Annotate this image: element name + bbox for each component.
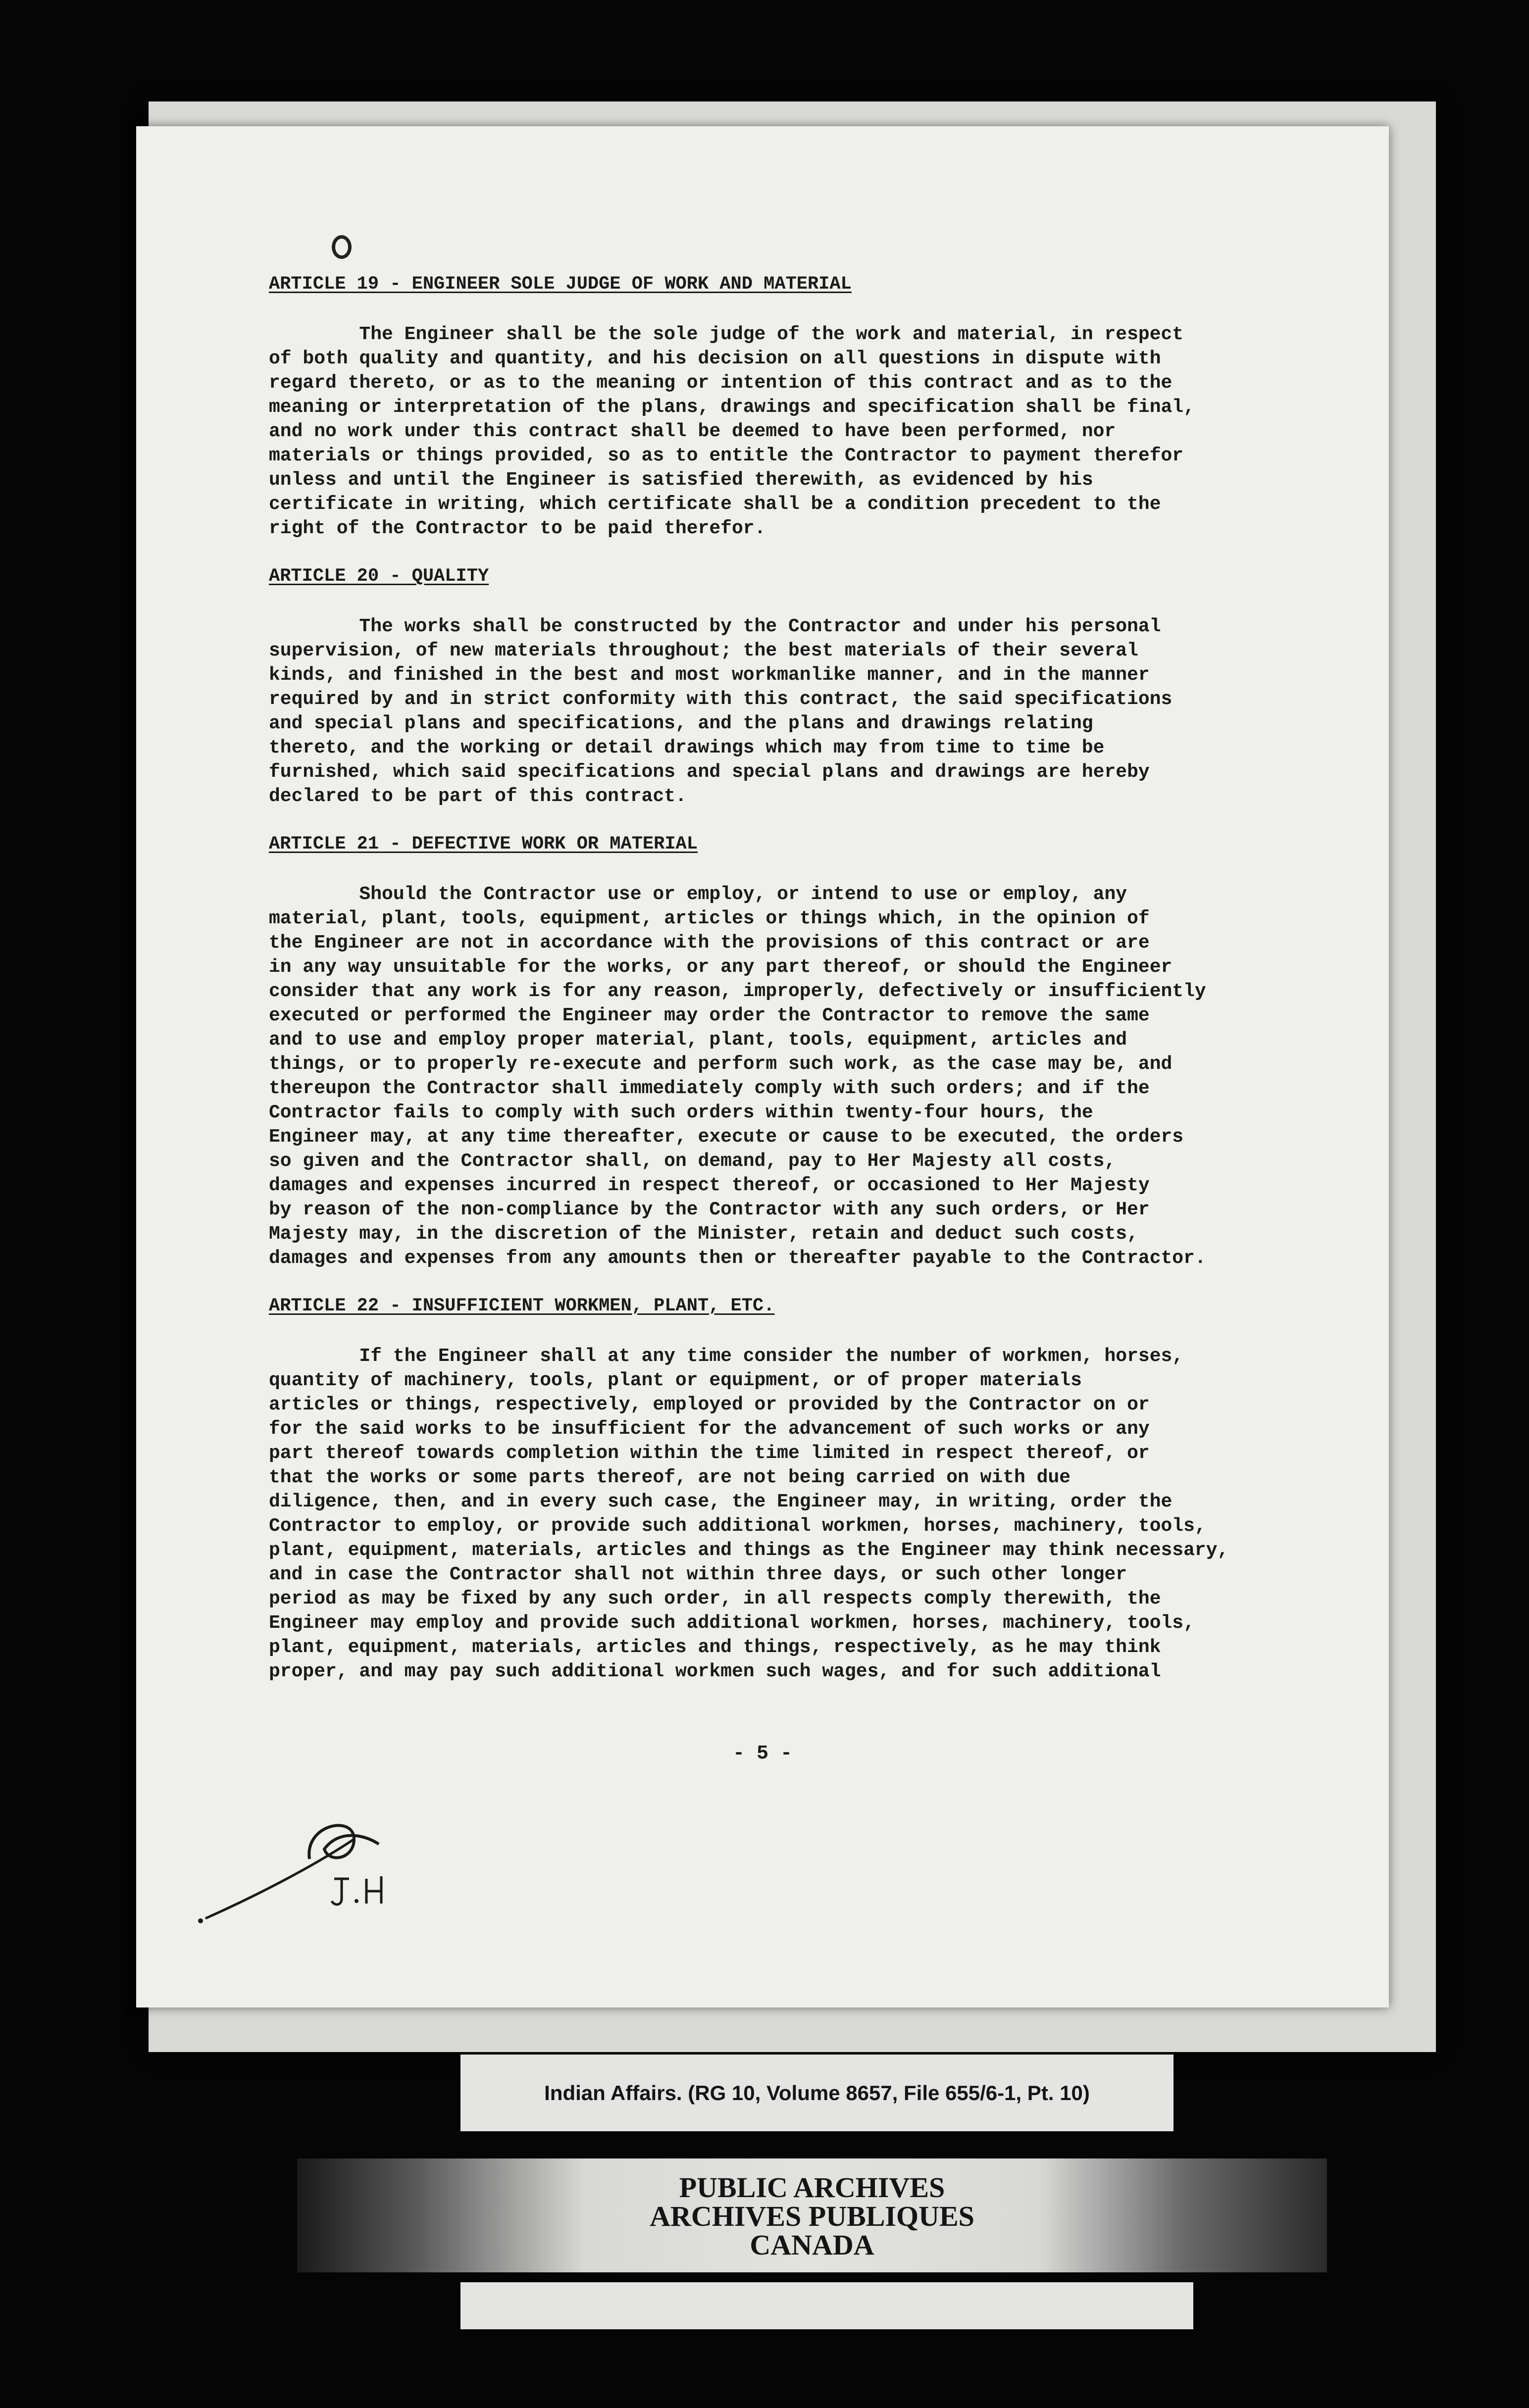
article-heading: ARTICLE 21 - DEFECTIVE WORK OR MATERIAL (269, 834, 698, 854)
article-heading: ARTICLE 19 - ENGINEER SOLE JUDGE OF WORK AND MATERIAL (269, 274, 852, 295)
article-heading: ARTICLE 22 - INSUFFICIENT WORKMEN, PLANT, ETC. (269, 1296, 775, 1316)
page-number: - 5 - (732, 1743, 793, 1765)
paragraph-line: supervision, of new materials throughout; the best materials of their several (269, 640, 1138, 661)
paragraph-line: certificate in writing, which certificate shall be a condition precedent to the (269, 494, 1161, 515)
archive-stamp-text (297, 2173, 1327, 2259)
article-section (269, 564, 1373, 808)
paragraph-line: and no work under this contract shall be deemed to have been performed, nor (269, 421, 1116, 442)
paragraph-line: damages and expenses incurred in respect thereof, or occasioned to Her Majesty (269, 1175, 1150, 1196)
archive-reference-label (460, 2055, 1173, 2131)
paragraph-line: Should the Contractor use or employ, or intend to use or employ, any (269, 884, 1127, 905)
paragraph-line: kinds, and finished in the best and most workmanlike manner, and in the manner (269, 664, 1150, 686)
article-paragraph (269, 614, 1373, 808)
paragraph-line: that the works or some parts thereof, are not being carried on with due (269, 1467, 1071, 1488)
article-heading: ARTICLE 20 - QUALITY (269, 566, 489, 587)
article-section (269, 1294, 1373, 1684)
document-page (136, 126, 1389, 2007)
paragraph-line: things, or to properly re-execute and perform such work, as the case may be, and (269, 1054, 1172, 1075)
paragraph-line: furnished, which said specifications and special plans and drawings are hereby (269, 761, 1150, 783)
paragraph-line: The works shall be constructed by the Contractor and under his personal (269, 616, 1161, 637)
paragraph-line: of both quality and quantity, and his decision on all questions in dispute with (269, 348, 1161, 369)
article-section (269, 272, 1373, 541)
paragraph-line: diligence, then, and in every such case, the Engineer may, in writing, order the (269, 1491, 1172, 1512)
article-paragraph (269, 1344, 1373, 1684)
paragraph-line: and to use and employ proper material, plant, tools, equipment, articles and (269, 1029, 1127, 1051)
paragraph-line: and special plans and specifications, and the plans and drawings relating (269, 713, 1093, 734)
paragraph-line: articles or things, respectively, employed or provided by the Contractor on or (269, 1394, 1150, 1415)
paragraph-line: Contractor to employ, or provide such additional workmen, horses, machinery, tools, (269, 1515, 1206, 1537)
paragraph-line: executed or performed the Engineer may order the Contractor to remove the same (269, 1005, 1150, 1026)
paragraph-line: Engineer may, at any time thereafter, execute or cause to be executed, the orders (269, 1126, 1184, 1148)
paragraph-line: proper, and may pay such additional workmen such wages, and for such additional (269, 1661, 1161, 1682)
stamp-line-2: ARCHIVES PUBLIQUES (650, 2200, 974, 2232)
paragraph-line: material, plant, tools, equipment, articles or things which, in the opinion of (269, 908, 1150, 929)
paragraph-line: unless and until the Engineer is satisfied therewith, as evidenced by his (269, 469, 1093, 491)
paragraph-line: required by and in strict conformity with this contract, the said specifications (269, 689, 1172, 710)
paragraph-line: part thereof towards completion within the time limited in respect thereof, or (269, 1443, 1150, 1464)
punch-hole-icon (332, 235, 352, 259)
stamp-line-1: PUBLIC ARCHIVES (679, 2171, 945, 2204)
paragraph-line: damages and expenses from any amounts then or thereafter payable to the Contractor. (269, 1248, 1206, 1269)
paragraph-line: and in case the Contractor shall not within three days, or such other longer (269, 1564, 1127, 1585)
paragraph-line: thereupon the Contractor shall immediately comply with such orders; and if the (269, 1078, 1150, 1099)
paragraph-line: consider that any work is for any reason, improperly, defectively or insufficiently (269, 981, 1206, 1002)
archive-stamp (297, 2158, 1327, 2272)
document-body (269, 272, 1373, 1707)
paragraph-line: right of the Contractor to be paid therefor. (269, 518, 766, 539)
handwritten-initials-icon (191, 1795, 468, 1933)
paragraph-line: regard thereto, or as to the meaning or intention of this contract and as to the (269, 372, 1172, 394)
bottom-label-strip (460, 2282, 1193, 2329)
paragraph-line: so given and the Contractor shall, on demand, pay to Her Majesty all costs, (269, 1151, 1116, 1172)
paragraph-line: plant, equipment, materials, articles and things as the Engineer may think necessary, (269, 1540, 1229, 1561)
paragraph-line: in any way unsuitable for the works, or any part thereof, or should the Engineer (269, 956, 1172, 978)
paragraph-line: materials or things provided, so as to entitle the Contractor to payment therefor (269, 445, 1184, 466)
paragraph-line: Engineer may employ and provide such additional workmen, horses, machinery, tools, (269, 1612, 1195, 1634)
paragraph-line: plant, equipment, materials, articles and things, respectively, as he may think (269, 1637, 1161, 1658)
paragraph-line: by reason of the non-compliance by the Contractor with any such orders, or Her (269, 1199, 1150, 1220)
paragraph-line: The Engineer shall be the sole judge of the work and material, in respect (269, 324, 1184, 345)
paragraph-line: Majesty may, in the discretion of the Minister, retain and deduct such costs, (269, 1223, 1138, 1245)
paragraph-line: meaning or interpretation of the plans, drawings and specification shall be final, (269, 397, 1195, 418)
paragraph-line: the Engineer are not in accordance with the provisions of this contract or are (269, 932, 1150, 953)
paragraph-line: quantity of machinery, tools, plant or equipment, or of proper materials (269, 1370, 1082, 1391)
paragraph-line: period as may be fixed by any such order, in all respects comply therewith, the (269, 1588, 1161, 1609)
paragraph-line: If the Engineer shall at any time consider the number of workmen, horses, (269, 1346, 1184, 1367)
article-paragraph (269, 322, 1373, 541)
paragraph-line: for the said works to be insufficient for the advancement of such works or any (269, 1418, 1150, 1440)
article-section (269, 832, 1373, 1270)
archive-reference-text: Indian Affairs. (RG 10, Volume 8657, File 655/6-1, Pt. 10) (544, 2081, 1090, 2105)
article-paragraph (269, 882, 1373, 1270)
paragraph-line: thereto, and the working or detail drawings which may from time to time be (269, 737, 1105, 758)
paragraph-line: declared to be part of this contract. (269, 786, 687, 807)
paragraph-line: Contractor fails to comply with such orders within twenty-four hours, the (269, 1102, 1093, 1123)
stamp-line-3: CANADA (750, 2229, 874, 2261)
